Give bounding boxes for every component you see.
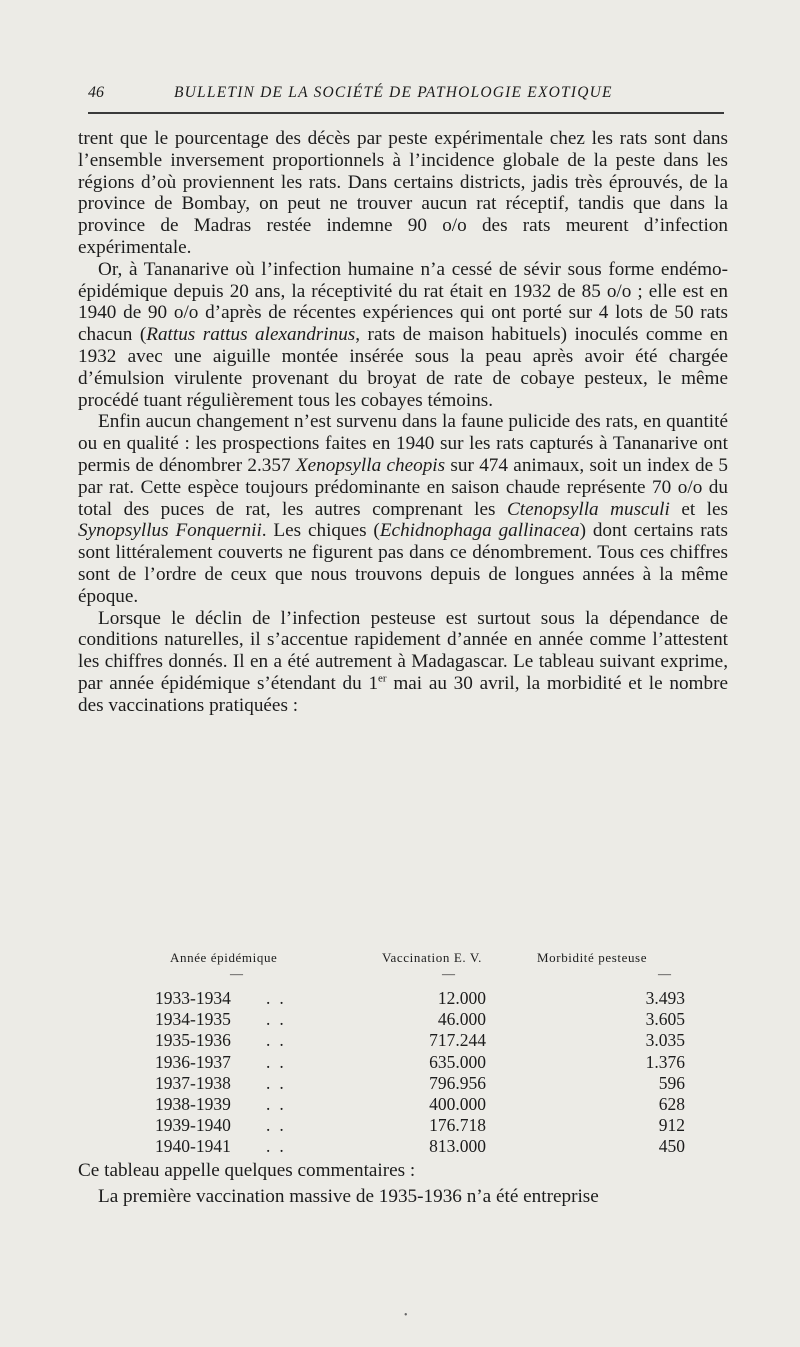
table-row	[78, 1009, 728, 1030]
body-text	[78, 128, 728, 717]
year-cell: 1937-1938	[155, 1072, 231, 1093]
morbidite-cell: 628	[658, 1093, 685, 1114]
vaccination-table	[78, 950, 728, 1158]
morbidite-cell: 450	[658, 1136, 685, 1157]
text-run: trent que le pourcentage des décès par peste expérimentale chez les rats sont dans l’ensemble inversement proportionnels à l’incidence globale de la peste dans les régions d’où proviennent les rats. Dans certains districts, jadis très éprouvés, de la province de Bombay, on peut ne trouver aucun rat réceptif, tandis que dans la province de Madras restée indemne 90 o/o des rats meurent d’infection expérimentale.	[78, 128, 728, 258]
paragraph	[78, 259, 728, 412]
morbidite-cell: 3.605	[645, 1009, 685, 1030]
morbidite-cell: 912	[658, 1115, 685, 1136]
table-body	[78, 988, 728, 1158]
year-cell: 1940-1941	[155, 1136, 231, 1157]
text-run: , rats de maison habituels) inoculés comme en 1932 avec une aiguille montée insérée sous la peau après avoir été chargée d’émulsion virulente provenant du broyat de rate de cobaye pesteux, le même procédé tuant régulièrement tous les cobayes témoins.	[78, 324, 728, 411]
year-cell: 1935-1936	[155, 1030, 231, 1051]
text-run: . Les chiques (	[261, 520, 380, 542]
italic-term: Rattus rattus alexandrinus	[146, 324, 356, 346]
vaccination-cell: 400.000	[429, 1093, 486, 1114]
vaccination-cell: 176.718	[429, 1115, 486, 1136]
italic-term: Echidnophaga gallinacea	[379, 520, 580, 542]
table-header	[78, 950, 728, 988]
header-dash: —	[230, 966, 243, 981]
text-run: ) dont certains rats sont littéralement couverts ne figurent pas dans ce dénombrement. Tous ces chiffres sont de l’ordre de ceux que nous trouvons depuis de longues années à la même époque.	[78, 520, 728, 607]
text-run: mai au 30 avril, la morbidité et le nombre des vaccinations pratiquées :	[78, 672, 728, 716]
header-morbidite: Morbidité pesteuse	[537, 950, 648, 965]
dots-cell: ..	[266, 1136, 293, 1157]
vaccination-cell: 813.000	[429, 1136, 486, 1157]
page-number: 46	[88, 84, 104, 101]
vaccination-cell: 46.000	[437, 1009, 486, 1030]
text-run: Enfin aucun changement n’est survenu dans la faune pulicide des rats, en quantité ou en qualité : les prospections faites en 1940 sur les rats capturés à Tananarive ont permis de dénombrer 2.357	[78, 411, 728, 476]
vaccination-cell: 12.000	[437, 988, 486, 1008]
text-run: Or, à Tananarive où l’infection humaine n’a cessé de sévir sous forme endémo-épidémique depuis 20 ans, la réceptivité du rat était en 1932 de 85 o/o ; elle est en 1940 de 90 o/o d’après de récentes expériences qui ont porté sur 4 lots de 50 rats chacun (	[78, 258, 728, 346]
text-run: Lorsque le déclin de l’infection pesteuse est surtout sous la dépendance de conditions naturelles, il s’accentue rapidement d’année en année comme l’attestent les chiffres donnés. Il en a été autrement à Madagascar. Le tableau suivant exprime, par année épidémique s’étendant du 1	[78, 607, 728, 694]
table-row	[78, 1073, 728, 1094]
table-row	[78, 988, 728, 1009]
italic-term: Xenopsylla cheopis	[295, 454, 446, 476]
table-row	[78, 1052, 728, 1073]
table-row	[78, 1115, 728, 1136]
italic-term: Synopsyllus Fonquernii	[78, 520, 262, 542]
year-cell: 1934-1935	[155, 1009, 231, 1030]
year-cell: 1936-1937	[155, 1051, 231, 1072]
text-run: sur 474 animaux, soit un index de 5 par rat. Cette espèce toujours prédominante en saison chaude représente 70 o/o du total des puces de rat, les autres comprenant les	[78, 454, 729, 520]
header-dash: —	[442, 966, 455, 981]
year-cell: 1938-1939	[155, 1093, 231, 1114]
header-annee: Année épidémique	[170, 950, 278, 965]
dots-cell: ..	[266, 1093, 293, 1114]
morbidite-cell: 1.376	[645, 1051, 685, 1072]
text-run: et les	[669, 498, 728, 520]
page-header	[88, 84, 728, 108]
year-cell: 1939-1940	[155, 1115, 231, 1136]
dots-cell: ..	[266, 1051, 293, 1072]
morbidite-cell: 3.493	[645, 988, 685, 1008]
vaccination-cell: 635.000	[429, 1051, 486, 1072]
after-table-text	[78, 1158, 728, 1210]
italic-term: Ctenopsylla musculi	[506, 498, 670, 520]
morbidite-cell: 3.035	[645, 1030, 685, 1051]
table-row	[78, 1094, 728, 1115]
paragraph	[78, 411, 728, 607]
paragraph	[78, 608, 728, 717]
header-vaccination: Vaccination E. V.	[382, 950, 482, 965]
text-run: er	[378, 672, 387, 685]
paragraph	[78, 128, 728, 259]
dots-cell: ..	[266, 1030, 293, 1051]
header-dash: —	[658, 966, 671, 981]
dots-cell: ..	[266, 1115, 293, 1136]
vaccination-cell: 717.244	[429, 1030, 486, 1051]
dots-cell: ..	[266, 988, 293, 1008]
paragraph: Ce tableau appelle quelques commentaires :	[78, 1160, 416, 1181]
table-row	[78, 1030, 728, 1051]
paragraph: La première vaccination massive de 1935-1936 n’a été entreprise	[98, 1186, 599, 1207]
morbidite-cell: 596	[658, 1072, 685, 1093]
vaccination-cell: 796.956	[429, 1072, 486, 1093]
footer-mark: •	[404, 1310, 408, 1321]
year-cell: 1933-1934	[155, 988, 231, 1008]
dots-cell: ..	[266, 1072, 293, 1093]
dots-cell: ..	[266, 1009, 293, 1030]
running-title: BULLETIN DE LA SOCIÉTÉ DE PATHOLOGIE EXOTIQUE	[174, 84, 613, 101]
table-row	[78, 1136, 728, 1157]
header-rule	[88, 112, 724, 114]
